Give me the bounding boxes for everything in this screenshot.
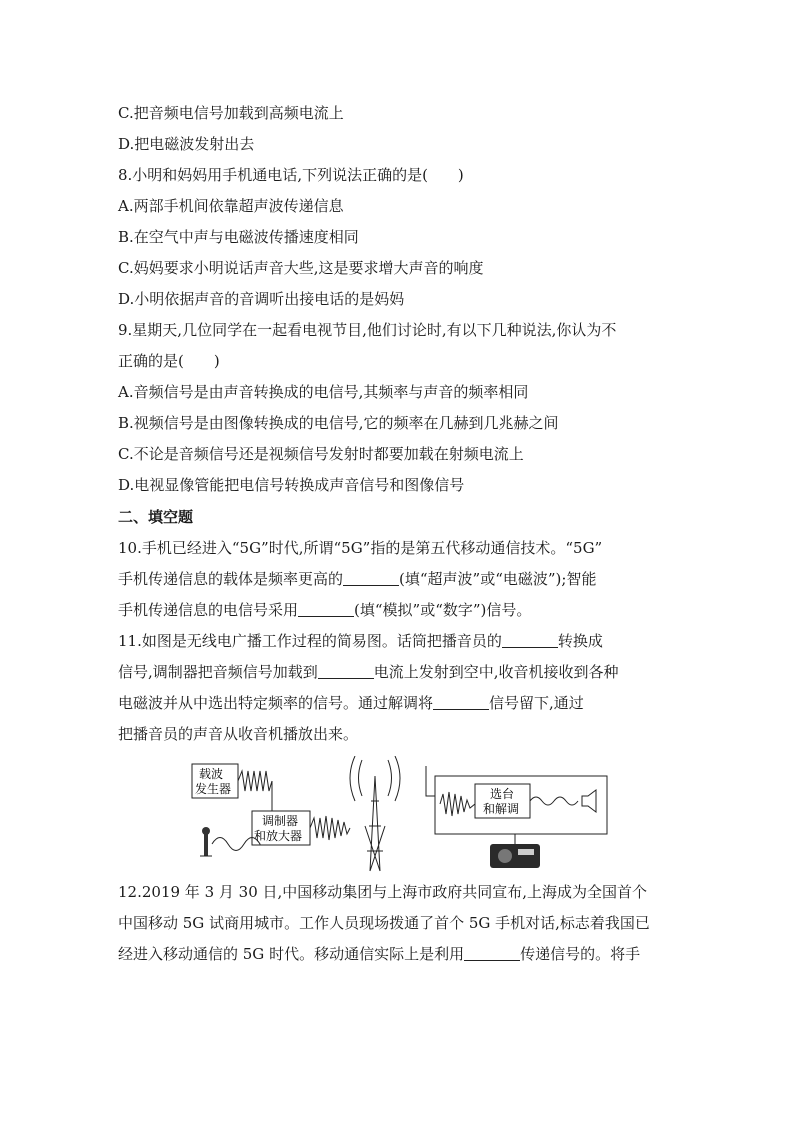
receiver-antenna-icon bbox=[426, 766, 435, 796]
diagram-svg bbox=[190, 756, 610, 876]
radio-set-icon bbox=[490, 844, 540, 868]
q9-option-b: B.视频信号是由图像转换成的电信号,它的频率在几赫到几兆赫之间 bbox=[118, 414, 559, 432]
q12-line3-text-a: 经进入移动通信的 5G 时代。移动通信实际上是利用 bbox=[118, 945, 465, 963]
broadcast-tower-icon bbox=[365, 776, 385, 871]
q12-line3 bbox=[118, 944, 640, 964]
answer-blank[interactable] bbox=[433, 695, 489, 710]
modulator-label-2: 和放大器 bbox=[254, 829, 303, 843]
q10-line1: 10.手机已经进入“5G”时代,所谓“5G”指的是第五代移动通信技术。“5G” bbox=[118, 539, 603, 557]
microphone-icon bbox=[200, 827, 212, 856]
q7-option-c: C.把音频电信号加载到高频电流上 bbox=[118, 104, 344, 122]
q8-option-d: D.小明依据声音的音调听出接电话的是妈妈 bbox=[118, 290, 405, 308]
q8-option-a: A.两部手机间依靠超声波传递信息 bbox=[118, 197, 344, 215]
q11-line3-text-a: 电磁波并从中选出特定频率的信号。通过解调将 bbox=[118, 694, 434, 712]
received-wave bbox=[440, 792, 475, 816]
q10-line2-text-a: 手机传递信息的载体是频率更高的 bbox=[118, 570, 344, 588]
q8-option-c: C.妈妈要求小明说话声音大些,这是要求增大声音的响度 bbox=[118, 259, 484, 277]
receiver-box bbox=[435, 776, 607, 834]
q9-stem-line1: 9.星期天,几位同学在一起看电视节目,他们讨论时,有以下几种说法,你认为不 bbox=[118, 321, 617, 339]
carrier-wave bbox=[238, 771, 272, 791]
q12-line2: 中国移动 5G 试商用城市。工作人员现场拨通了首个 5G 手机对话,标志着我国已 bbox=[118, 914, 650, 932]
q10-line3 bbox=[118, 600, 531, 620]
audio-wave bbox=[212, 838, 260, 851]
q12-line1: 12.2019 年 3 月 30 日,中国移动集团与上海市政府共同宣布,上海成为全国首个 bbox=[118, 883, 648, 901]
q11-line2-text-b: 电流上发射到空中,收音机接收到各种 bbox=[373, 663, 619, 681]
q11-line3-text-b: 信号留下,通过 bbox=[489, 694, 584, 712]
q11-line1-text-b: 转换成 bbox=[557, 632, 603, 650]
radio-broadcast-diagram bbox=[190, 756, 610, 876]
q10-line3-text-b: (填“模拟”或“数字”)信号。 bbox=[354, 601, 532, 619]
answer-blank[interactable] bbox=[298, 602, 354, 617]
modulator-label-1: 调制器 bbox=[262, 814, 299, 828]
q11-line1 bbox=[118, 631, 603, 651]
q9-option-c: C.不论是音频信号还是视频信号发射时都要加载在射频电流上 bbox=[118, 445, 524, 463]
q8-option-b: B.在空气中声与电磁波传播速度相同 bbox=[118, 228, 359, 246]
q10-line2-text-b: (填“超声波”或“电磁波”);智能 bbox=[399, 570, 597, 588]
q10-line3-text-a: 手机传递信息的电信号采用 bbox=[118, 601, 299, 619]
answer-blank[interactable] bbox=[502, 633, 558, 648]
carrier-label-2: 发生器 bbox=[195, 782, 232, 796]
q11-line2 bbox=[118, 662, 619, 682]
section-title-fill-blank: 二、填空题 bbox=[118, 508, 194, 526]
q11-line4: 把播音员的声音从收音机播放出来。 bbox=[118, 725, 359, 743]
answer-blank[interactable] bbox=[318, 664, 374, 679]
q11-line1-text-a: 11.如图是无线电广播工作过程的简易图。话筒把播音员的 bbox=[118, 632, 502, 650]
q11-line3 bbox=[118, 693, 584, 713]
q9-option-d: D.电视显像管能把电信号转换成声音信号和图像信号 bbox=[118, 476, 465, 494]
q9-option-a: A.音频信号是由声音转换成的电信号,其频率与声音的频率相同 bbox=[118, 383, 529, 401]
carrier-label-1: 载波 bbox=[199, 767, 224, 781]
q8-stem: 8.小明和妈妈用手机通电话,下列说法正确的是( ) bbox=[118, 166, 464, 184]
q11-line2-text-a: 信号,调制器把音频信号加载到 bbox=[118, 663, 318, 681]
answer-blank[interactable] bbox=[343, 571, 399, 586]
q10-line2 bbox=[118, 569, 596, 589]
demodulated-wave bbox=[530, 797, 578, 805]
answer-blank[interactable] bbox=[464, 946, 520, 961]
q7-option-d: D.把电磁波发射出去 bbox=[118, 135, 255, 153]
q12-line3-text-b: 传递信号的。将手 bbox=[520, 945, 641, 963]
tuner-label-2: 和解调 bbox=[483, 802, 520, 816]
modulated-wave bbox=[310, 816, 350, 840]
speaker-icon bbox=[582, 790, 596, 812]
tuner-label-1: 选台 bbox=[490, 787, 515, 801]
q9-stem-line2: 正确的是( ) bbox=[118, 352, 220, 370]
